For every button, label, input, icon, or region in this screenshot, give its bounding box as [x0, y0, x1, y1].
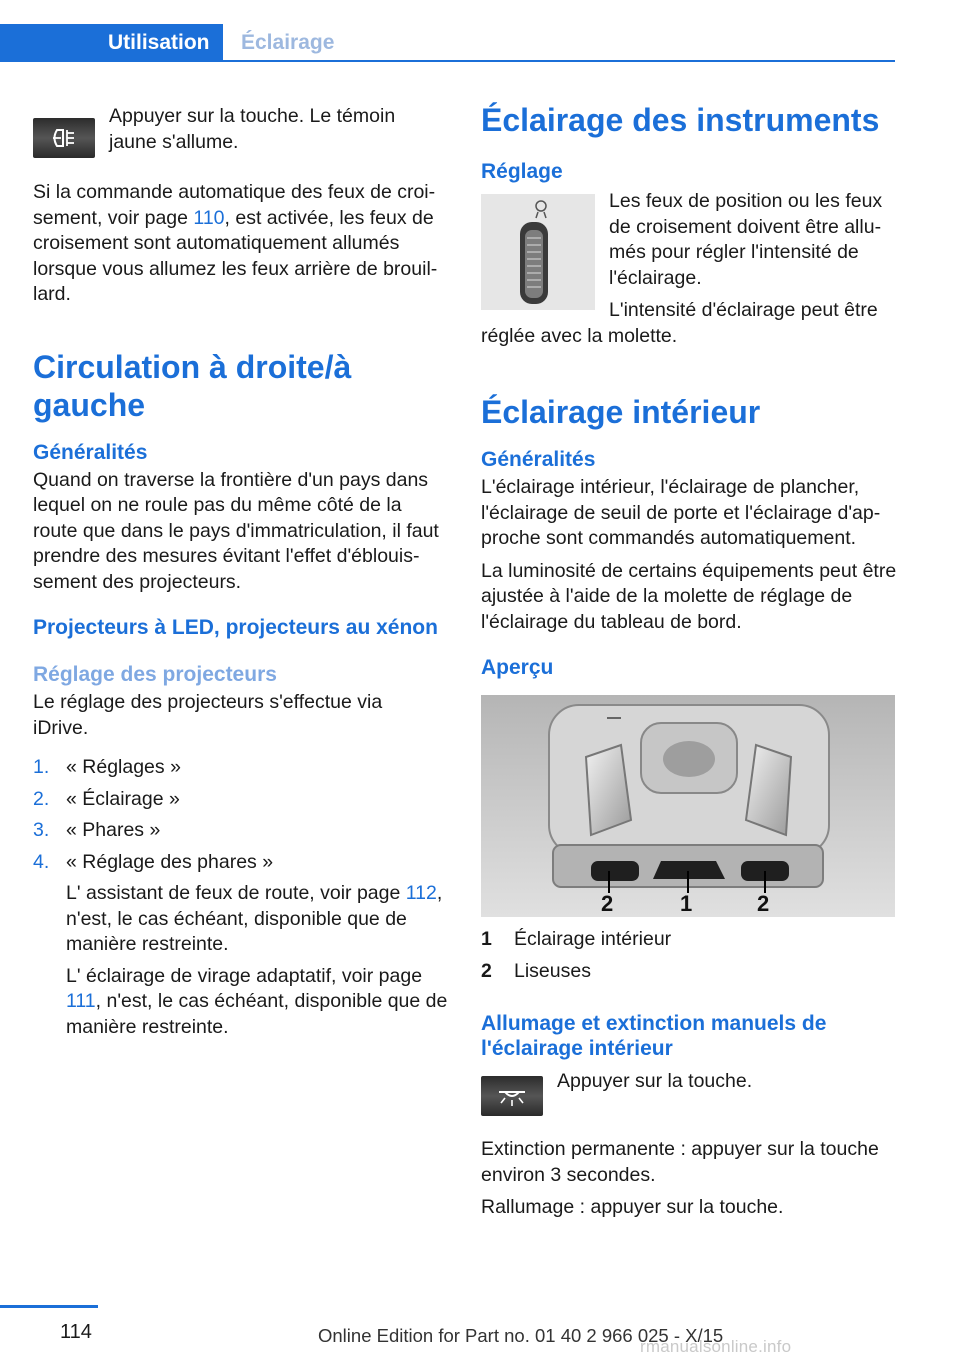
step-number: 1.: [33, 756, 50, 778]
note1-text-end: , n'est, le cas échéant, disponible que de manière restreinte.: [66, 882, 443, 955]
page-number: 114: [60, 1321, 92, 1343]
legend-item: [481, 959, 897, 991]
heading-reglage-right: Réglage: [481, 160, 563, 183]
instrument-dimmer-row: [481, 189, 897, 349]
steps-list: [33, 755, 449, 1040]
step-label: « Phares »: [66, 819, 161, 841]
list-item: [33, 818, 449, 844]
interior-light-photo: [481, 695, 895, 917]
legend-number: 1: [481, 928, 492, 950]
legend-label: Liseuses: [514, 960, 591, 982]
step-label: « Réglage des phares »: [66, 850, 274, 873]
auto-text-start: Si la commande automatique des feux de croisement, voir page: [33, 181, 436, 229]
note2-text-end: , n'est, le cas échéant, disponible que de manière restreinte.: [66, 990, 448, 1038]
list-item: [33, 755, 449, 781]
legend-number: 2: [481, 960, 492, 982]
auto-light-paragraph: [33, 180, 449, 308]
step-number: 4.: [33, 850, 50, 873]
watermark: rmanualsonline.info: [640, 1337, 792, 1356]
section-tab: Utilisation: [0, 24, 223, 62]
step-number: 2.: [33, 787, 50, 810]
list-item: [33, 787, 449, 813]
chapter-tab: Éclairage: [241, 31, 335, 54]
page-link-111[interactable]: 111: [66, 990, 96, 1012]
dimmer-wheel-icon: [481, 194, 595, 310]
reglage-text: Le réglage des projecteurs s'effectue via iDrive.: [33, 691, 383, 739]
legend-item: [481, 927, 897, 959]
auto-text-end: , est activée, les feux de croisement sont automatiquement allumés lorsque vous allumez les feux arrière de brouillard.: [33, 206, 438, 305]
callout-1: 1: [680, 891, 693, 916]
page-link-110[interactable]: 110: [193, 206, 225, 229]
header-rule: [223, 60, 895, 62]
step-label: « Éclairage »: [66, 787, 180, 810]
legend-label: Éclairage intérieur: [514, 928, 672, 950]
heading-allumage: Allumage et extinction manuels de l'éclairage intérieur: [481, 1012, 827, 1060]
heading-generalites-left: Généralités: [33, 440, 148, 464]
fog-light-row: [33, 104, 449, 164]
left-column: [33, 96, 449, 1046]
high-beam-note: [66, 881, 449, 958]
edition-text: Online Edition for Part no. 01 40 2 966 025 - X/15: [318, 1325, 724, 1346]
heading-instruments: Éclairage des instruments: [481, 102, 880, 138]
reglage-text-2: L'intensité d'éclairage peut être réglée avec la molette.: [481, 299, 878, 347]
photo-legend: [481, 927, 897, 991]
extinction-text: Extinction permanente : appuyer sur la touche environ 3 secondes.: [481, 1138, 879, 1186]
heading-projecteurs: Projecteurs à LED, projecteurs au xénon: [33, 616, 438, 639]
generalites-text-right-1: L'éclairage intérieur, l'éclairage de plancher, l'éclairage de seuil de porte et l'éclairage d'approche sont commandés automatiquement.: [481, 476, 881, 549]
step-label: « Réglages »: [66, 756, 181, 778]
heading-circulation: Circulation à droite/à gauche: [33, 348, 352, 423]
callout-2-right: 2: [757, 891, 770, 916]
page-header: [0, 24, 895, 62]
heading-interieur: Éclairage intérieur: [481, 394, 761, 430]
footer-rule: [0, 1305, 98, 1308]
reglage-text-1: Les feux de position ou les feux de croisement doivent être allumés pour régler l'intensité de l'éclairage.: [609, 190, 883, 289]
callout-2-left: 2: [601, 891, 614, 916]
page-link-112[interactable]: 112: [405, 882, 437, 904]
interior-light-button-icon: [481, 1076, 543, 1116]
note1-text-start: L' assistant de feux de route, voir page: [66, 882, 406, 904]
heading-reglage-projecteurs: Réglage des projecteurs: [33, 663, 277, 686]
rear-fog-light-icon: [33, 118, 95, 158]
heading-generalites-right: Généralités: [481, 448, 596, 471]
adaptive-light-note: [66, 964, 449, 1041]
generalites-text-right-2: La luminosité de certains équipements peut être ajustée à l'aide de la molette de réglage de l'éclairage du tableau de bord.: [481, 559, 897, 633]
right-column: [481, 101, 897, 1221]
list-item: [33, 850, 449, 1041]
interior-button-row: [481, 1069, 897, 1123]
rallumage-text: Rallumage : appuyer sur la touche.: [481, 1196, 784, 1218]
generalites-text-left: Quand on traverse la frontière d'un pays dans lequel on ne roule pas du même côté de la route que dans le pays d'immatriculation, il faut prendre des mesures évitant l'effet d'éblouissement des projecteurs.: [33, 468, 439, 593]
button-text: Appuyer sur la touche.: [557, 1070, 753, 1092]
step-number: 3.: [33, 819, 50, 841]
fog-light-text: Appuyer sur la touche. Le témoin jaune s'allume.: [109, 105, 396, 153]
note2-text-start: L' éclairage de virage adaptatif, voir page: [66, 964, 423, 987]
heading-apercu: Aperçu: [481, 656, 554, 679]
